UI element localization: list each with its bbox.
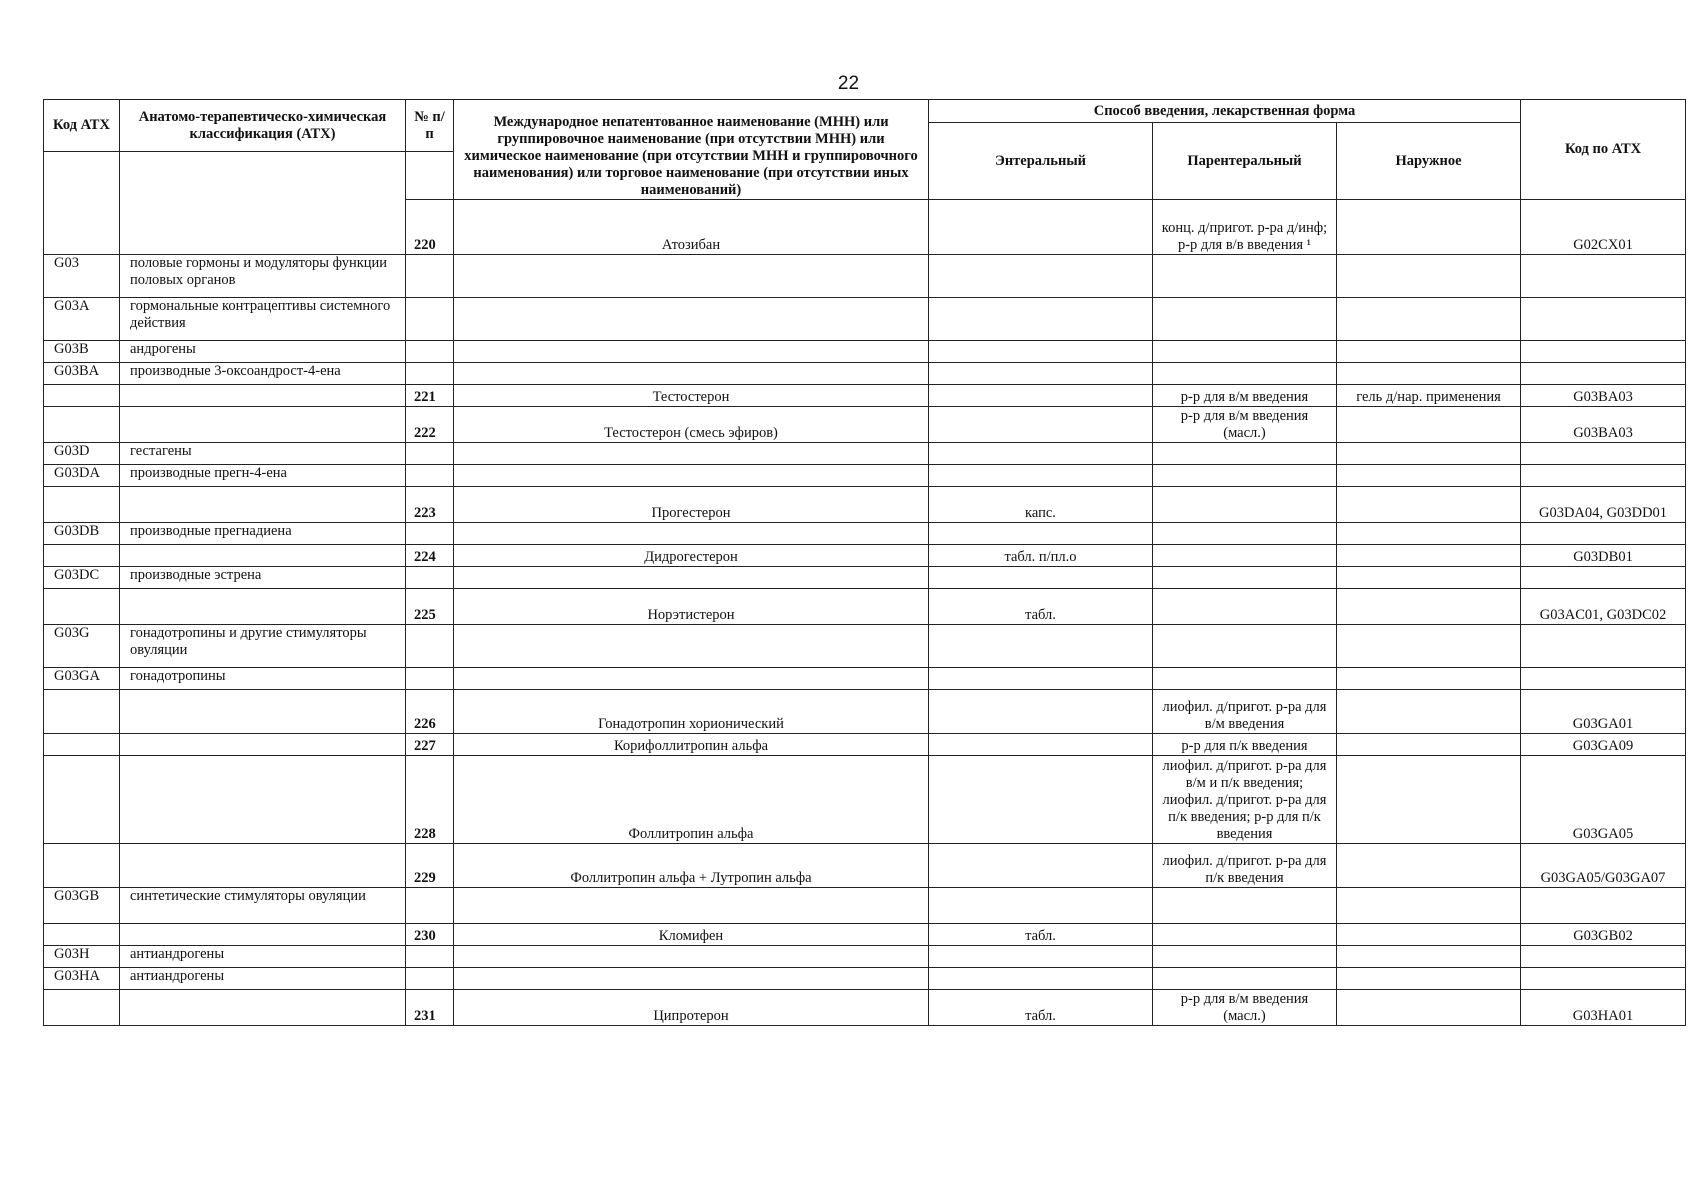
- cell-atc: G03BA03: [1521, 385, 1686, 407]
- cell-name: Норэтистерон: [454, 589, 929, 625]
- cell-atc: G03AC01, G03DC02: [1521, 589, 1686, 625]
- header-inn-name: Международное непатентованное наименование (МНН) или группировочное наименование (при отсутствии МНН) или химическое наименование (при отсутствии МНН и группировочного наименования) или торговое наименование (при отсутствии иных наименований): [454, 100, 929, 200]
- cell-name: Фоллитропин альфа + Лутропин альфа: [454, 844, 929, 888]
- cell-code: [44, 734, 120, 756]
- cell-external: [1337, 946, 1521, 968]
- cell-name: Тестостерон (смесь эфиров): [454, 407, 929, 443]
- table-row: [44, 888, 1686, 924]
- cell-external: [1337, 756, 1521, 844]
- table-row: [44, 690, 1686, 734]
- cell-external: [1337, 200, 1521, 255]
- cell-parenteral: [1153, 888, 1337, 924]
- cell-name: [454, 668, 929, 690]
- cell-number: 222: [406, 407, 454, 443]
- cell-name: Дидрогестерон: [454, 545, 929, 567]
- cell-number: [406, 255, 454, 298]
- cell-enteral: [929, 844, 1153, 888]
- cell-classification: [120, 734, 406, 756]
- table-row: [44, 668, 1686, 690]
- cell-code: G03A: [44, 298, 120, 341]
- cell-enteral: [929, 341, 1153, 363]
- cell-atc: [1521, 567, 1686, 589]
- cell-enteral: [929, 298, 1153, 341]
- cell-number: [406, 298, 454, 341]
- header-parenteral: Парентеральный: [1153, 123, 1337, 200]
- cell-atc: G03GA05: [1521, 756, 1686, 844]
- cell-external: [1337, 844, 1521, 888]
- cell-external: [1337, 298, 1521, 341]
- table-row: [44, 363, 1686, 385]
- page-number: 22: [837, 73, 860, 94]
- table-row: [44, 200, 1686, 255]
- table-row: [44, 255, 1686, 298]
- cell-atc: [1521, 946, 1686, 968]
- cell-number: [406, 363, 454, 385]
- drug-classification-table: [43, 99, 1686, 1026]
- cell-external: [1337, 968, 1521, 990]
- table-row: [44, 298, 1686, 341]
- cell-external: [1337, 407, 1521, 443]
- cell-external: [1337, 668, 1521, 690]
- cell-name: [454, 341, 929, 363]
- cell-classification: [120, 487, 406, 523]
- cell-classification: [120, 385, 406, 407]
- cell-name: [454, 946, 929, 968]
- cell-classification: [120, 756, 406, 844]
- cell-parenteral: [1153, 924, 1337, 946]
- cell-number: 225: [406, 589, 454, 625]
- cell-parenteral: [1153, 443, 1337, 465]
- cell-enteral: капс.: [929, 487, 1153, 523]
- cell-classification: андрогены: [120, 341, 406, 363]
- header-spacer-class: [120, 152, 406, 200]
- cell-number: 223: [406, 487, 454, 523]
- cell-name: Атозибан: [454, 200, 929, 255]
- table-row: [44, 756, 1686, 844]
- table-row: [44, 443, 1686, 465]
- cell-code: [44, 924, 120, 946]
- cell-number: [406, 968, 454, 990]
- cell-enteral: табл.: [929, 924, 1153, 946]
- cell-classification: гонадотропины и другие стимуляторы овуляции: [120, 625, 406, 668]
- cell-parenteral: [1153, 487, 1337, 523]
- cell-external: гель д/нар. применения: [1337, 385, 1521, 407]
- cell-number: 229: [406, 844, 454, 888]
- cell-classification: половые гормоны и модуляторы функции половых органов: [120, 255, 406, 298]
- cell-code: G03HA: [44, 968, 120, 990]
- cell-number: [406, 523, 454, 545]
- cell-atc: G03GA05/G03GA07: [1521, 844, 1686, 888]
- table-row: [44, 567, 1686, 589]
- cell-classification: [120, 924, 406, 946]
- cell-code: G03GA: [44, 668, 120, 690]
- cell-name: Гонадотропин хорионический: [454, 690, 929, 734]
- cell-external: [1337, 363, 1521, 385]
- cell-name: [454, 255, 929, 298]
- cell-enteral: [929, 200, 1153, 255]
- cell-external: [1337, 589, 1521, 625]
- cell-code: [44, 589, 120, 625]
- cell-atc: [1521, 968, 1686, 990]
- cell-enteral: [929, 407, 1153, 443]
- cell-enteral: [929, 668, 1153, 690]
- cell-atc: G03HA01: [1521, 990, 1686, 1026]
- cell-parenteral: [1153, 465, 1337, 487]
- cell-parenteral: [1153, 545, 1337, 567]
- header-atc-code-right: Код по АТХ: [1521, 100, 1686, 200]
- cell-classification: [120, 844, 406, 888]
- cell-name: [454, 298, 929, 341]
- cell-number: 226: [406, 690, 454, 734]
- cell-code: G03B: [44, 341, 120, 363]
- cell-external: [1337, 567, 1521, 589]
- header-spacer-code: [44, 152, 120, 200]
- header-number: № п/п: [406, 100, 454, 152]
- cell-number: 231: [406, 990, 454, 1026]
- header-external: Наружное: [1337, 123, 1521, 200]
- cell-enteral: [929, 567, 1153, 589]
- header-enteral: Энтеральный: [929, 123, 1153, 200]
- cell-name: [454, 888, 929, 924]
- cell-atc: [1521, 625, 1686, 668]
- cell-classification: производные прегн-4-ена: [120, 465, 406, 487]
- cell-parenteral: [1153, 968, 1337, 990]
- cell-number: [406, 625, 454, 668]
- cell-name: Ципротерон: [454, 990, 929, 1026]
- cell-number: [406, 567, 454, 589]
- cell-classification: производные прегнадиена: [120, 523, 406, 545]
- cell-atc: [1521, 363, 1686, 385]
- cell-atc: [1521, 888, 1686, 924]
- cell-parenteral: [1153, 567, 1337, 589]
- cell-parenteral: лиофил. д/пригот. р-ра для п/к введения: [1153, 844, 1337, 888]
- cell-name: [454, 523, 929, 545]
- cell-code: [44, 487, 120, 523]
- cell-classification: [120, 545, 406, 567]
- cell-name: [454, 465, 929, 487]
- cell-name: [454, 567, 929, 589]
- cell-code: [44, 690, 120, 734]
- cell-classification: [120, 690, 406, 734]
- cell-classification: синтетические стимуляторы овуляции: [120, 888, 406, 924]
- table-row: [44, 946, 1686, 968]
- cell-classification: антиандрогены: [120, 968, 406, 990]
- cell-parenteral: [1153, 589, 1337, 625]
- cell-name: Фоллитропин альфа: [454, 756, 929, 844]
- cell-enteral: [929, 946, 1153, 968]
- cell-parenteral: [1153, 668, 1337, 690]
- cell-external: [1337, 545, 1521, 567]
- cell-number: 227: [406, 734, 454, 756]
- cell-name: Корифоллитропин альфа: [454, 734, 929, 756]
- cell-parenteral: [1153, 363, 1337, 385]
- cell-atc: [1521, 523, 1686, 545]
- cell-enteral: табл.: [929, 589, 1153, 625]
- cell-enteral: [929, 523, 1153, 545]
- table-row: [44, 465, 1686, 487]
- cell-code: G03DA: [44, 465, 120, 487]
- table-row: [44, 968, 1686, 990]
- cell-parenteral: [1153, 255, 1337, 298]
- cell-code: [44, 990, 120, 1026]
- cell-number: [406, 443, 454, 465]
- cell-enteral: [929, 756, 1153, 844]
- cell-code: G03BA: [44, 363, 120, 385]
- cell-classification: гонадотропины: [120, 668, 406, 690]
- cell-parenteral: [1153, 625, 1337, 668]
- cell-atc: G03BA03: [1521, 407, 1686, 443]
- cell-external: [1337, 888, 1521, 924]
- table-row: [44, 341, 1686, 363]
- cell-code: [44, 200, 120, 255]
- table-row: [44, 734, 1686, 756]
- cell-enteral: [929, 968, 1153, 990]
- cell-enteral: [929, 363, 1153, 385]
- cell-code: G03G: [44, 625, 120, 668]
- cell-enteral: [929, 888, 1153, 924]
- table-row: [44, 924, 1686, 946]
- cell-enteral: [929, 443, 1153, 465]
- cell-code: G03DC: [44, 567, 120, 589]
- cell-number: [406, 341, 454, 363]
- cell-parenteral: [1153, 946, 1337, 968]
- table-row: [44, 589, 1686, 625]
- table-row: [44, 844, 1686, 888]
- cell-parenteral: р-р для п/к введения: [1153, 734, 1337, 756]
- table-row: [44, 625, 1686, 668]
- cell-classification: гормональные контрацептивы системного действия: [120, 298, 406, 341]
- cell-external: [1337, 734, 1521, 756]
- cell-classification: [120, 589, 406, 625]
- cell-atc: G03GA09: [1521, 734, 1686, 756]
- table-header: [44, 100, 1686, 200]
- cell-name: [454, 625, 929, 668]
- cell-external: [1337, 255, 1521, 298]
- cell-parenteral: лиофил. д/пригот. р-ра для в/м и п/к введения; лиофил. д/пригот. р-ра для п/к введения; р-р для п/к введения: [1153, 756, 1337, 844]
- cell-external: [1337, 990, 1521, 1026]
- header-atc-code: Код АТХ: [44, 100, 120, 152]
- cell-atc: G03GA01: [1521, 690, 1686, 734]
- cell-parenteral: конц. д/пригот. р-ра д/инф; р-р для в/в введения ¹: [1153, 200, 1337, 255]
- cell-enteral: [929, 690, 1153, 734]
- cell-atc: [1521, 443, 1686, 465]
- cell-atc: [1521, 341, 1686, 363]
- cell-external: [1337, 465, 1521, 487]
- cell-name: Тестостерон: [454, 385, 929, 407]
- cell-number: 228: [406, 756, 454, 844]
- cell-external: [1337, 341, 1521, 363]
- cell-parenteral: р-р для в/м введения (масл.): [1153, 990, 1337, 1026]
- cell-atc: G02CX01: [1521, 200, 1686, 255]
- cell-number: 220: [406, 200, 454, 255]
- cell-external: [1337, 443, 1521, 465]
- cell-atc: [1521, 668, 1686, 690]
- cell-code: [44, 756, 120, 844]
- cell-classification: [120, 200, 406, 255]
- header-atc-classification: Анатомо-терапевтическо-химическая классификация (АТХ): [120, 100, 406, 152]
- cell-code: G03H: [44, 946, 120, 968]
- table-row: [44, 990, 1686, 1026]
- cell-external: [1337, 487, 1521, 523]
- cell-code: [44, 844, 120, 888]
- table-row: [44, 407, 1686, 443]
- cell-parenteral: р-р для в/м введения (масл.): [1153, 407, 1337, 443]
- cell-name: [454, 443, 929, 465]
- cell-number: [406, 668, 454, 690]
- table-body: [44, 200, 1686, 1026]
- cell-classification: гестагены: [120, 443, 406, 465]
- cell-parenteral: [1153, 298, 1337, 341]
- table-row: [44, 523, 1686, 545]
- cell-code: G03: [44, 255, 120, 298]
- cell-classification: антиандрогены: [120, 946, 406, 968]
- cell-atc: [1521, 298, 1686, 341]
- cell-atc: [1521, 465, 1686, 487]
- cell-parenteral: [1153, 523, 1337, 545]
- cell-classification: [120, 407, 406, 443]
- cell-code: [44, 545, 120, 567]
- table-row: [44, 545, 1686, 567]
- cell-name: Кломифен: [454, 924, 929, 946]
- cell-enteral: [929, 385, 1153, 407]
- cell-external: [1337, 690, 1521, 734]
- cell-enteral: [929, 625, 1153, 668]
- cell-enteral: [929, 465, 1153, 487]
- cell-atc: G03DA04, G03DD01: [1521, 487, 1686, 523]
- cell-classification: [120, 990, 406, 1026]
- cell-code: G03D: [44, 443, 120, 465]
- cell-parenteral: [1153, 341, 1337, 363]
- cell-parenteral: лиофил. д/пригот. р-ра для в/м введения: [1153, 690, 1337, 734]
- cell-external: [1337, 523, 1521, 545]
- cell-enteral: табл.: [929, 990, 1153, 1026]
- table-row: [44, 385, 1686, 407]
- cell-number: 230: [406, 924, 454, 946]
- cell-enteral: табл. п/пл.о: [929, 545, 1153, 567]
- cell-external: [1337, 924, 1521, 946]
- table-row: [44, 487, 1686, 523]
- cell-atc: G03DB01: [1521, 545, 1686, 567]
- cell-number: [406, 465, 454, 487]
- cell-number: 221: [406, 385, 454, 407]
- cell-code: G03GB: [44, 888, 120, 924]
- cell-name: Прогестерон: [454, 487, 929, 523]
- cell-code: G03DB: [44, 523, 120, 545]
- cell-number: 224: [406, 545, 454, 567]
- cell-number: [406, 888, 454, 924]
- cell-code: [44, 385, 120, 407]
- cell-atc: G03GB02: [1521, 924, 1686, 946]
- cell-atc: [1521, 255, 1686, 298]
- cell-parenteral: р-р для в/м введения: [1153, 385, 1337, 407]
- cell-classification: производные 3-оксоандрост-4-ена: [120, 363, 406, 385]
- cell-number: [406, 946, 454, 968]
- cell-enteral: [929, 255, 1153, 298]
- cell-name: [454, 968, 929, 990]
- header-spacer-number: [406, 152, 454, 200]
- header-route-group: Способ введения, лекарственная форма: [929, 100, 1521, 123]
- cell-name: [454, 363, 929, 385]
- cell-external: [1337, 625, 1521, 668]
- cell-classification: производные эстрена: [120, 567, 406, 589]
- cell-enteral: [929, 734, 1153, 756]
- cell-code: [44, 407, 120, 443]
